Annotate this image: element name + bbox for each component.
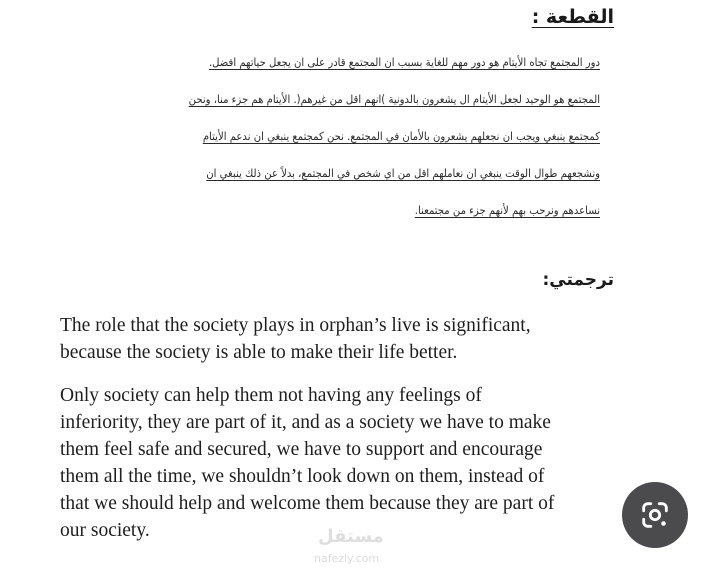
english-line: because the society is able to make their life better. — [60, 342, 458, 363]
english-line: inferiority, they are part of it, and as a society we have to make — [60, 412, 551, 433]
english-line: our society. — [60, 520, 150, 541]
arabic-passage — [40, 50, 600, 235]
paragraph-gap — [60, 366, 648, 382]
english-paragraph-2 — [60, 382, 648, 544]
arabic-passage-heading: القطعة : — [531, 6, 614, 28]
translation-heading: ترجمتي: — [542, 270, 614, 290]
arabic-line: ونشجعهم طوال الوقت ينبغي ان نعاملهم اقل من اي شخص في المجتمع، بدلاً عن ذلك ينبغي ان — [206, 167, 600, 180]
google-lens-icon — [638, 498, 672, 532]
english-line: them feel safe and secured, we have to support and encourage — [60, 439, 543, 460]
english-line: that we should help and welcome them because they are part of — [60, 493, 555, 514]
watermark-logo: مستقل — [318, 526, 384, 547]
arabic-line: دور المجتمع تجاه الأيتام هو دور مهم للغاية بسبب ان المجتمع قادر على ان يجعل حياتهم افضل. — [208, 56, 600, 69]
google-lens-button[interactable] — [622, 482, 688, 548]
english-translation — [60, 312, 648, 544]
arabic-line: المجتمع هو الوحيد لجعل الأيتام ال يشعرون بالدونية )انهم اقل من غيرهم(. الأيتام هم جزء منا، ونحن — [188, 93, 600, 106]
nafezly-watermark — [300, 526, 430, 571]
english-line: Only society can help them not having any feelings of — [60, 385, 482, 406]
english-line: The role that the society plays in orphan’s live is significant, — [60, 315, 531, 336]
arabic-line: كمجتمع ينبغي ويجب ان نجعلهم يشعرون بالأمان في المجتمع. نحن كمجتمع ينبغي ان ندعم الأيتام — [202, 130, 600, 143]
arabic-line: نساعدهم ونرحب بهم لأنهم جزء من مجتمعنا. — [414, 204, 600, 217]
english-line: them all the time, we shouldn’t look down on them, instead of — [60, 466, 545, 487]
english-paragraph-1 — [60, 312, 648, 366]
watermark-url: nafezly.com — [314, 552, 380, 565]
